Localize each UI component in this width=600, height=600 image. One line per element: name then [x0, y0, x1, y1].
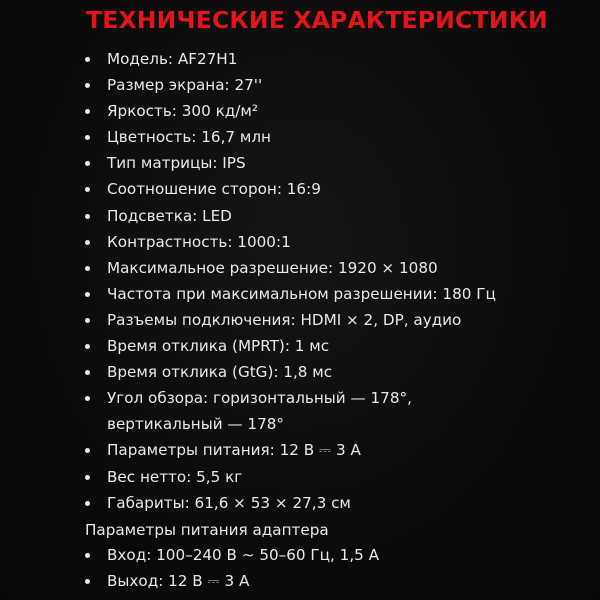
bullet-icon: [85, 214, 90, 219]
bullet-icon: [85, 501, 90, 506]
spec-item-screen-size: [83, 72, 593, 98]
adapter-list: [83, 542, 593, 594]
bullet-icon: [85, 344, 90, 349]
spec-text: Контрастность: 1000:1: [107, 232, 291, 251]
spec-text: Разъемы подключения: HDMI × 2, DP, аудио: [107, 310, 462, 329]
bullet-icon: [85, 83, 90, 88]
spec-text: Максимальное разрешение: 1920 × 1080: [107, 258, 438, 277]
bullet-icon: [85, 318, 90, 323]
adapter-item-output: [83, 568, 593, 594]
bullet-icon: [85, 553, 90, 558]
bullet-icon: [85, 109, 90, 114]
spec-text: Подсветка: LED: [107, 206, 232, 225]
spec-item-backlight: [83, 203, 593, 229]
spec-item-response-mprt: [83, 333, 593, 359]
bullet-icon: [85, 475, 90, 480]
bullet-icon: [85, 161, 90, 166]
spec-text: Соотношение сторон: 16:9: [107, 180, 321, 199]
bullet-icon: [85, 240, 90, 245]
adapter-heading: Параметры питания адаптера: [85, 521, 329, 539]
spec-text: Модель: AF27H1: [107, 50, 238, 68]
page-title: ТЕХНИЧЕСКИЕ ХАРАКТЕРИСТИКИ: [86, 6, 548, 34]
spec-text: Цветность: 16,7 млн: [107, 128, 271, 147]
spec-text: Время отклика (GtG): 1,8 мс: [107, 363, 333, 382]
spec-text: Время отклика (MPRT): 1 мс: [107, 337, 330, 356]
bullet-icon: [85, 579, 90, 584]
spec-text: Частота при максимальном разрешении: 180 Гц: [107, 284, 496, 303]
adapter-item-input: [83, 542, 593, 568]
spec-list: [83, 46, 593, 516]
spec-item-matrix-type: [83, 150, 593, 176]
spec-item-brightness: [83, 98, 593, 124]
spec-text: Вес нетто: 5,5 кг: [107, 467, 243, 486]
spec-item-dimensions: [83, 490, 593, 516]
spec-item-response-gtg: [83, 359, 593, 385]
bullet-icon: [85, 135, 90, 140]
spec-text: Размер экрана: 27'': [107, 76, 263, 95]
spec-text: Габариты: 61,6 × 53 × 27,3 см: [107, 493, 351, 512]
adapter-text: Вход: 100–240 В ∼ 50–60 Гц, 1,5 А: [107, 546, 380, 564]
spec-text: Параметры питания: 12 В ⎓ 3 А: [107, 441, 361, 460]
spec-item-max-resolution: [83, 255, 593, 281]
bullet-icon: [85, 370, 90, 375]
spec-item-weight: [83, 464, 593, 490]
spec-text: Тип матрицы: IPS: [107, 154, 246, 173]
spec-item-contrast: [83, 229, 593, 255]
bullet-icon: [85, 57, 90, 62]
spec-text-line1: Угол обзора: горизонтальный — 178°,: [107, 389, 412, 408]
spec-text-line2: вертикальный — 178°: [107, 415, 285, 434]
spec-item-connectors: [83, 307, 593, 333]
adapter-text: Выход: 12 В ⎓ 3 А: [107, 572, 250, 591]
spec-item-colors: [83, 124, 593, 150]
spec-item-viewing-angle: [83, 385, 593, 437]
spec-text: Яркость: 300 кд/м²: [107, 102, 258, 121]
bullet-icon: [85, 266, 90, 271]
spec-item-refresh-rate: [83, 281, 593, 307]
spec-item-model: [83, 46, 593, 72]
bullet-icon: [85, 396, 90, 401]
bullet-icon: [85, 292, 90, 297]
spec-item-power: [83, 437, 593, 463]
bullet-icon: [85, 448, 90, 453]
spec-item-aspect-ratio: [83, 176, 593, 202]
bullet-icon: [85, 187, 90, 192]
